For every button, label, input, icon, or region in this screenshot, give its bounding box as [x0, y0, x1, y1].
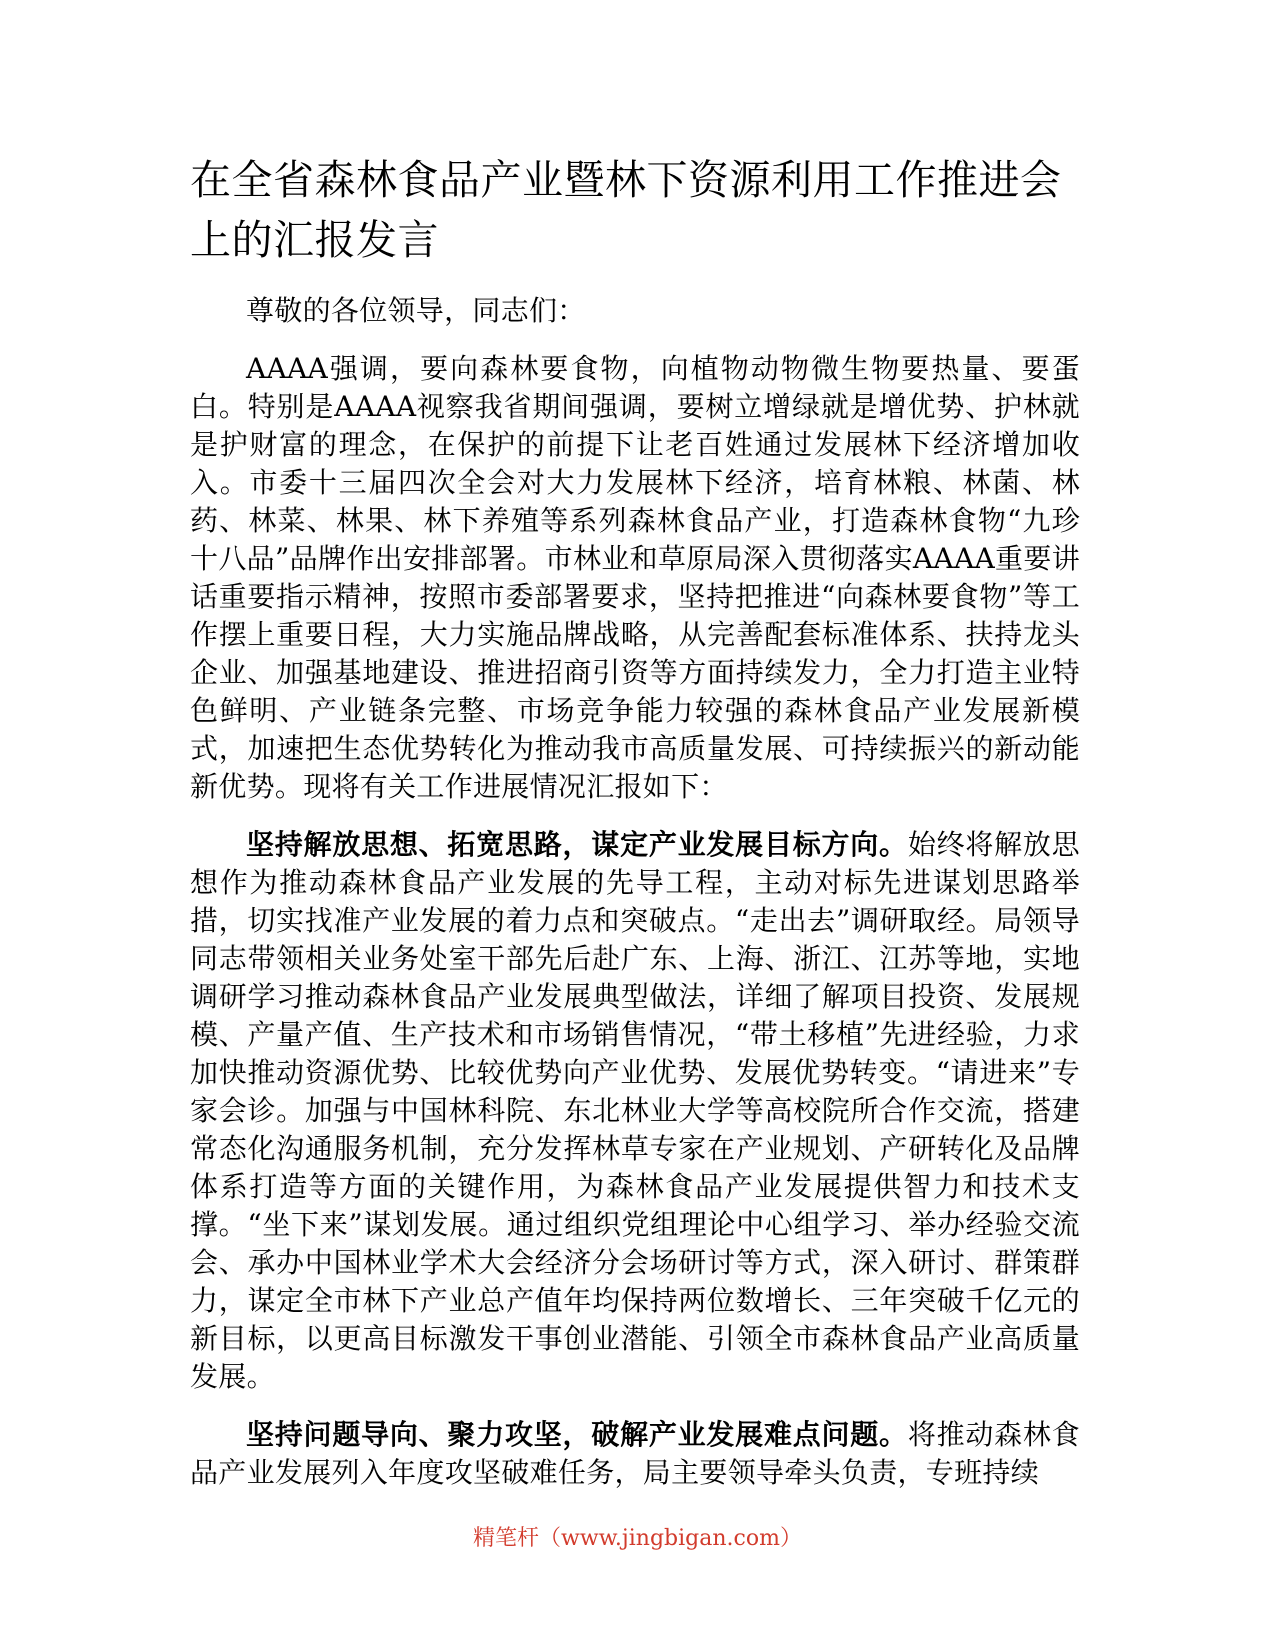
paragraph-text: 将推动森林食品产业发展列入年度攻坚破难任务，局主要领导牵头负责，专班持续: [190, 1418, 1080, 1489]
paragraph-section-2: [190, 1416, 1080, 1492]
paragraph-intro: [190, 350, 1080, 806]
document-body: [190, 150, 1080, 1512]
greeting: 尊敬的各位领导，同志们：: [246, 294, 586, 327]
paragraph-section-1: [190, 826, 1080, 1396]
document-title: 在全省森林食品产业暨林下资源利用工作推进会上的汇报发言: [190, 156, 1062, 264]
paragraph-text: 始终将解放思想作为推动森林食品产业发展的先导工程，主动对标先进谋划思路举措，切实找准产业发展的着力点和突破点。“走出去”调研取经。局领导同志带领相关业务处室干部先后赴广东、上海、浙江、江苏等地，实地调研学习推动森林食品产业发展典型做法，详细了解项目投资、发展规模、产量产值、生产技术和市场销售情况，“带土移植”先进经验，力求加快推动资源优势、比较优势向产业优势、发展优势转变。“请进来”专家会诊。加强与中国林科院、东北林业大学等高校院所合作交流，搭建常态化沟通服务机制，充分发挥林草专家在产业规划、产研转化及品牌体系打造等方面的关键作用，为森林食品产业发展提供智力和技术支撑。“坐下来”谋划发展。通过组织党组理论中心组学习、举办经验交流会、承办中国林业学术大会经济分会场研讨等方式，深入研讨、群策群力，谋定全市林下产业总产值年均保持两位数增长、三年突破千亿元的新目标，以更高目标激发干事创业潜能、引领全市森林食品产业高质量发展。: [190, 828, 1080, 1393]
footer-watermark: 精笔杆（www.jingbigan.com）: [473, 1526, 802, 1551]
section-heading: 坚持解放思想、拓宽思路，谋定产业发展目标方向。: [246, 828, 908, 861]
section-heading: 坚持问题导向、聚力攻坚，破解产业发展难点问题。: [246, 1418, 908, 1451]
paragraph-text: AAAA强调，要向森林要食物，向植物动物微生物要热量、要蛋白。特别是AAAA视察我省期间强调，要树立增绿就是增优势、护林就是护财富的理念，在保护的前提下让老百姓通过发展林下经济增加收入。市委十三届四次全会对大力发展林下经济，培育林粮、林菌、林药、林菜、林果、林下养殖等系列森林食品产业，打造森林食物“九珍十八品”品牌作出安排部署。市林业和草原局深入贯彻落实AAAA重要讲话重要指示精神，按照市委部署要求，坚持把推进“向森林要食物”等工作摆上重要日程，大力实施品牌战略，从完善配套标准体系、扶持龙头企业、加强基地建设、推进招商引资等方面持续发力，全力打造主业特色鲜明、产业链条完整、市场竞争能力较强的森林食品产业发展新模式，加速把生态优势转化为推动我市高质量发展、可持续振兴的新动能新优势。现将有关工作进展情况汇报如下：: [190, 352, 1080, 803]
